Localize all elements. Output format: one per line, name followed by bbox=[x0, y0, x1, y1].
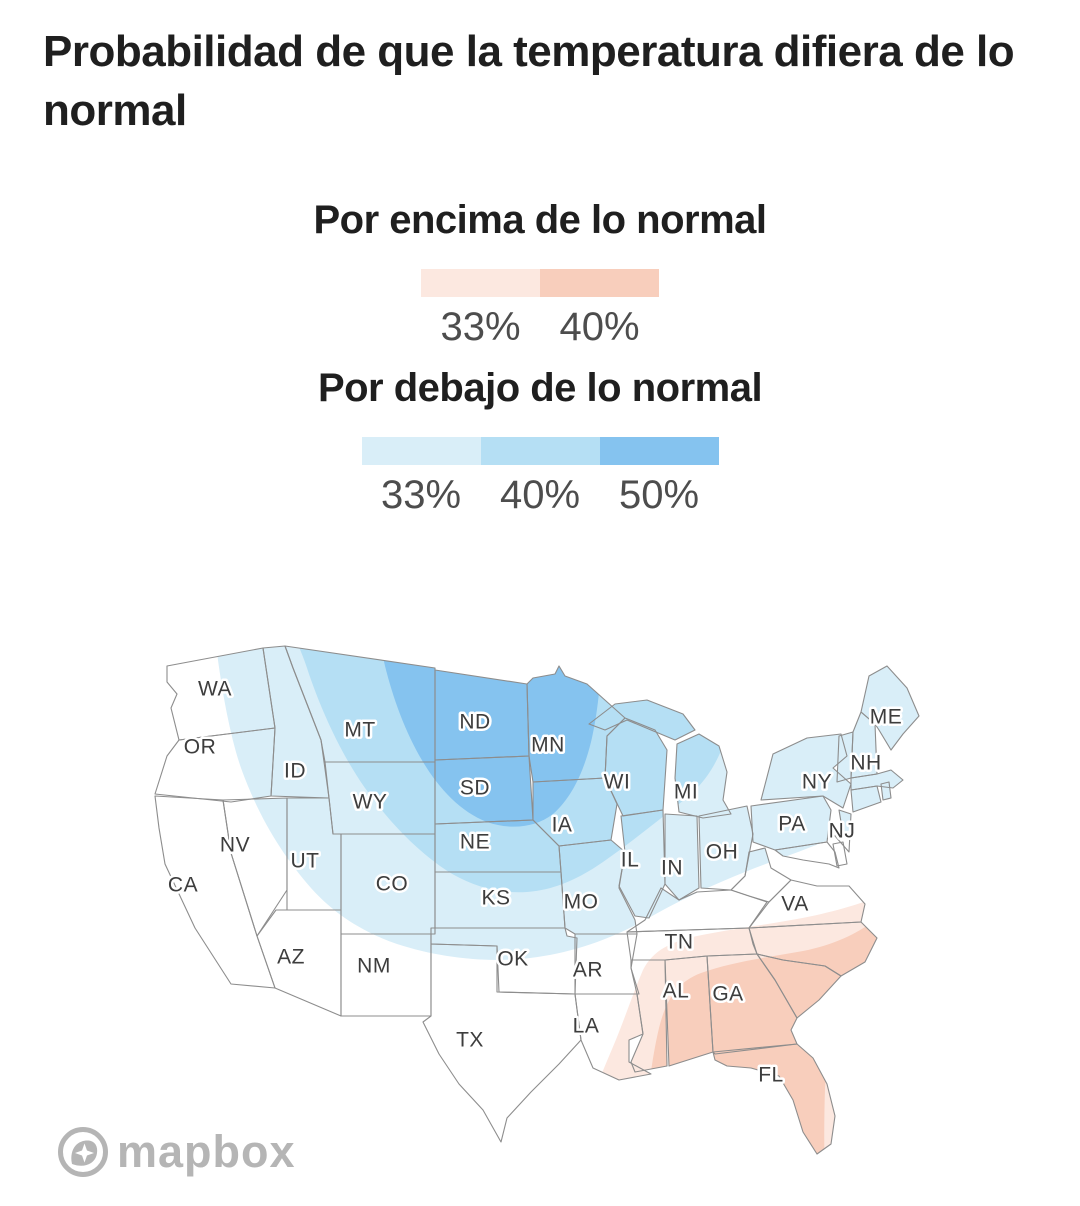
legend-below-swatches bbox=[0, 437, 1080, 465]
state-label-FL: FL bbox=[758, 1063, 784, 1087]
swatch-40% bbox=[540, 269, 659, 297]
state-label-LA: LA bbox=[572, 1014, 600, 1038]
legend-below-heading: Por debajo de lo normal bbox=[317, 366, 763, 410]
state-label-MN: MN bbox=[531, 733, 565, 757]
state-label-WA: WA bbox=[197, 677, 233, 701]
state-label-AL: AL bbox=[662, 979, 690, 1003]
legend-below-values bbox=[0, 473, 1080, 518]
swatch-value-label: 40% bbox=[499, 473, 581, 517]
legend-below-normal bbox=[0, 366, 1080, 518]
state-label-MI: MI bbox=[673, 780, 699, 804]
legend-above-heading: Por encima de lo normal bbox=[313, 198, 767, 242]
state-label-MO: MO bbox=[563, 890, 599, 914]
state-label-UT: UT bbox=[290, 849, 320, 873]
state-label-AR: AR bbox=[572, 958, 604, 982]
state-label-AZ: AZ bbox=[277, 945, 305, 969]
state-label-NJ: NJ bbox=[828, 819, 856, 843]
state-label-MT: MT bbox=[344, 718, 376, 742]
legend-above-normal bbox=[0, 198, 1080, 350]
state-label-NM: NM bbox=[357, 954, 391, 978]
state-label-ME: ME bbox=[869, 705, 903, 729]
state-label-CO: CO bbox=[375, 872, 409, 896]
swatch-value-label: 33% bbox=[380, 473, 462, 517]
state-label-TN: TN bbox=[664, 930, 694, 954]
state-label-WY: WY bbox=[352, 790, 388, 814]
state-label-IL: IL bbox=[620, 848, 640, 872]
state-label-SD: SD bbox=[459, 776, 491, 800]
state-label-OH: OH bbox=[705, 840, 739, 864]
state-label-ID: ID bbox=[284, 759, 306, 783]
swatch-value-label: 33% bbox=[440, 305, 521, 349]
state-label-WI: WI bbox=[603, 770, 631, 794]
state-label-TX: TX bbox=[456, 1028, 484, 1052]
swatch-value-label: 40% bbox=[559, 305, 640, 349]
state-label-CA: CA bbox=[167, 873, 199, 897]
swatch-40% bbox=[481, 437, 600, 465]
state-label-OK: OK bbox=[497, 947, 529, 971]
state-label-IN: IN bbox=[661, 856, 683, 880]
state-label-IA: IA bbox=[551, 813, 573, 837]
swatch-50% bbox=[600, 437, 719, 465]
swatch-33% bbox=[362, 437, 481, 465]
state-label-NE: NE bbox=[459, 830, 491, 854]
state-label-GA: GA bbox=[712, 982, 744, 1006]
swatch-value-label: 50% bbox=[618, 473, 700, 517]
state-label-VA: VA bbox=[781, 892, 809, 916]
legend-above-swatches bbox=[0, 269, 1080, 297]
legend-above-values bbox=[0, 305, 1080, 350]
state-label-NV: NV bbox=[219, 833, 251, 857]
us-probability-map bbox=[135, 638, 945, 1170]
page-title: Probabilidad de que la temperatura difiera de lo normal bbox=[43, 27, 1015, 135]
mapbox-wordmark: mapbox bbox=[117, 1126, 296, 1177]
us-map-svg bbox=[135, 638, 945, 1170]
state-label-PA: PA bbox=[778, 812, 806, 836]
state-label-OR: OR bbox=[183, 735, 217, 759]
state-label-NH: NH bbox=[850, 751, 882, 775]
state-label-ND: ND bbox=[459, 710, 491, 734]
state-label-NY: NY bbox=[801, 770, 833, 794]
swatch-33% bbox=[421, 269, 540, 297]
state-label-KS: KS bbox=[481, 886, 511, 910]
mapbox-icon bbox=[57, 1126, 109, 1178]
mapbox-attribution[interactable] bbox=[57, 1124, 296, 1180]
